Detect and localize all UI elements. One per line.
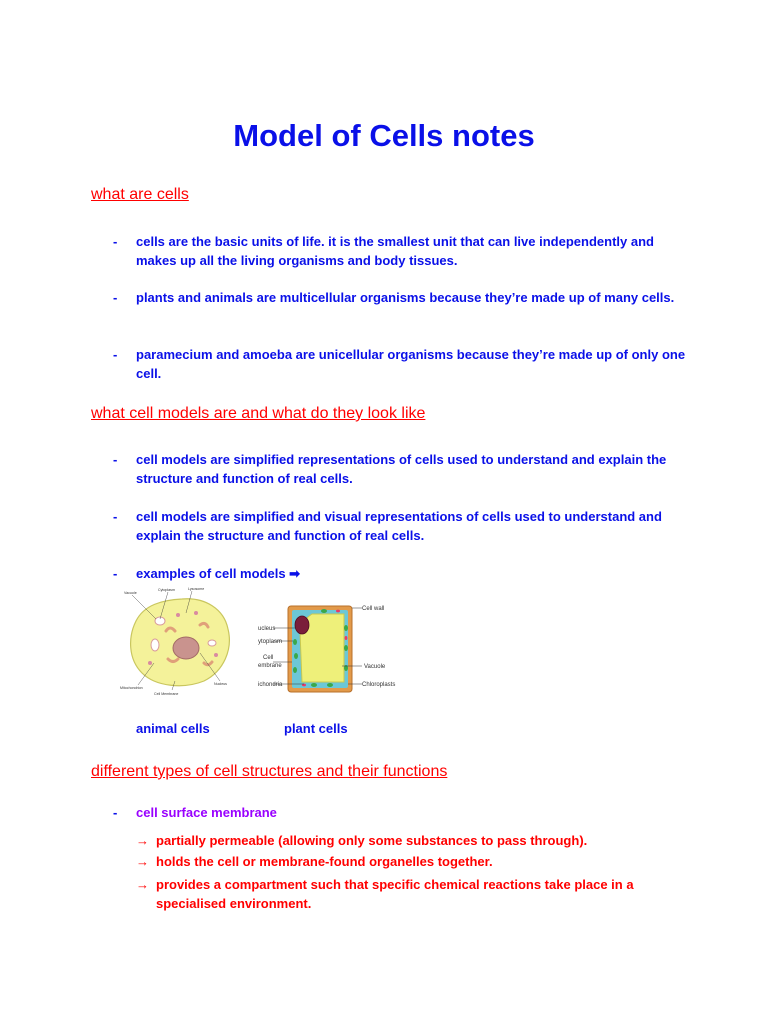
bullet-item: [113, 564, 693, 583]
bullet-text: examples of cell models ➡: [136, 566, 301, 581]
plant-cells-caption: plant cells: [284, 721, 348, 736]
animal-label-cell-membrane: Cell Membrane: [154, 692, 179, 696]
animal-label-mitochondrion: Mitochondrion: [120, 686, 143, 690]
heading-cell-structures: different types of cell structures and their functions: [91, 763, 448, 780]
plant-label-membrane: embrane: [258, 663, 282, 669]
animal-cells-caption: animal cells: [136, 721, 210, 736]
animal-label-nucleus: Nucleus: [214, 682, 227, 686]
animal-cell-vacuole: [151, 639, 159, 651]
bullet-text: cell models are simplified and visual representations of cells used to understand and explain the structure and function of real cells.: [136, 509, 662, 543]
animal-cell-vacuole: [208, 640, 216, 646]
function-point: [136, 852, 696, 871]
bullet-text: plants and animals are multicellular organisms because they’re made up of many cells.: [136, 290, 675, 305]
function-point: [136, 831, 696, 850]
bullet-dash: -: [113, 290, 118, 305]
plant-label-vacuole: Vacuole: [364, 664, 386, 670]
plant-label-chloroplasts: Chloroplasts: [362, 682, 396, 688]
animal-label-vacuole: Vacuole: [124, 591, 137, 595]
bullet-item: [113, 232, 693, 270]
function-point-text: holds the cell or membrane-found organelles together.: [156, 854, 493, 869]
plant-label-nucleus: ucleus: [258, 626, 276, 632]
bullet-dash: -: [113, 509, 118, 524]
bullet-text: cells are the basic units of life. it is the smallest unit that can live independently and makes up all the living organisms and body tissues.: [136, 234, 654, 268]
animal-cell-vacuole: [155, 617, 165, 625]
function-point-text: provides a compartment such that specific chemical reactions take place in a specialised environment.: [156, 877, 634, 911]
arrow-icon: →: [136, 833, 149, 848]
bullet-dash: -: [113, 566, 118, 581]
plant-label-mitochondria: ichondria: [258, 682, 283, 688]
bullet-item: [113, 288, 693, 307]
animal-label-lysosome: Lysosome: [188, 587, 205, 591]
bullet-item: [113, 345, 693, 383]
function-point-text: partially permeable (allowing only some substances to pass through).: [156, 833, 588, 848]
bullet-dash: -: [113, 805, 118, 820]
bullet-text: cell models are simplified representations of cells used to understand and explain the structure and function of real cells.: [136, 452, 667, 486]
heading-what-are-cells: what are cells: [91, 186, 189, 203]
arrow-icon: →: [136, 877, 149, 892]
plant-cell-nucleus: [295, 616, 309, 634]
bullet-item: [113, 803, 693, 822]
plant-label-cytoplasm: ytoplasm: [258, 639, 283, 645]
page-title: Model of Cells notes: [233, 118, 535, 153]
plant-label-cell-wall: Cell wall: [362, 606, 385, 612]
animal-label-cytoplasm: Cytoplasm: [158, 588, 175, 592]
plant-label-cell: Cell: [263, 655, 274, 661]
bullet-item: [113, 507, 693, 545]
function-point: [136, 875, 696, 913]
bullet-item: [113, 450, 693, 488]
structure-item-title: cell surface membrane: [136, 805, 277, 820]
heading-cell-models: what cell models are and what do they look like: [91, 405, 426, 422]
animal-cell-diagram: [120, 585, 245, 697]
plant-cell-diagram: [258, 598, 398, 696]
animal-cell-nucleus: [173, 637, 199, 659]
bullet-dash: -: [113, 347, 118, 362]
bullet-text: paramecium and amoeba are unicellular organisms because they’re made up of only one cell.: [136, 347, 686, 381]
bullet-dash: -: [113, 452, 118, 467]
bullet-dash: -: [113, 234, 118, 249]
arrow-icon: →: [136, 854, 149, 869]
